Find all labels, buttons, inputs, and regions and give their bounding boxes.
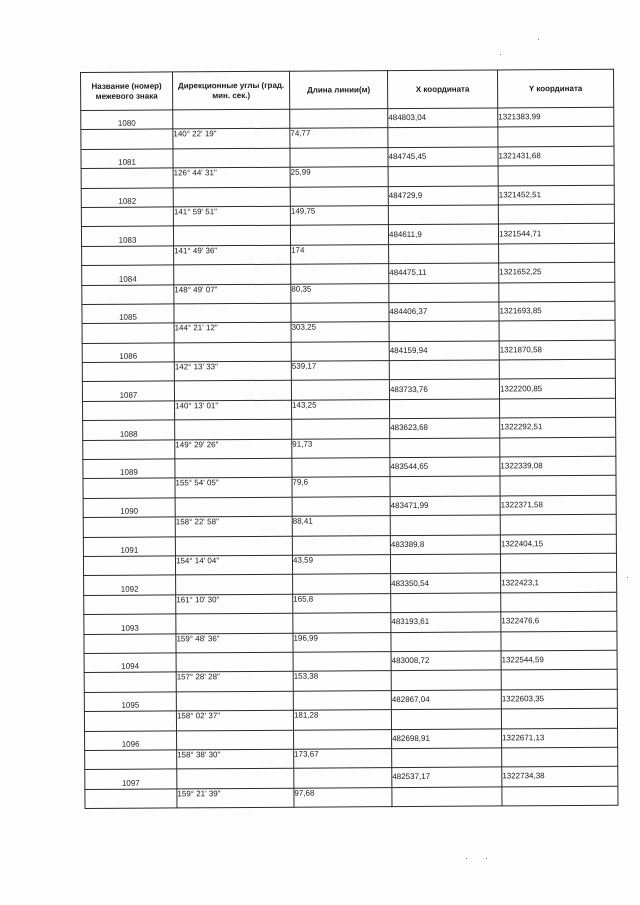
empty-cell [293, 690, 391, 710]
empty-cell [391, 709, 501, 729]
x-coordinate: 484406,37 [389, 302, 499, 322]
empty-cell [501, 708, 617, 728]
empty-cell [290, 186, 388, 206]
empty-cell [500, 514, 616, 534]
empty-cell [290, 147, 388, 167]
scan-speck [466, 858, 467, 859]
point-name: 1087 [82, 381, 174, 401]
empty-cell [391, 670, 501, 690]
empty-cell [176, 652, 293, 672]
point-name: 1086 [82, 343, 174, 363]
y-coordinate: 1321544,71 [498, 224, 614, 244]
empty-cell [500, 398, 616, 418]
direction-angle: 144° 21' 12" [174, 323, 291, 343]
empty-cell [390, 554, 500, 574]
scan-speck [627, 577, 628, 578]
line-length: 181,28 [293, 710, 391, 730]
empty-cell [499, 282, 615, 302]
y-coordinate: 1322292,51 [500, 417, 616, 437]
header-y-coordinate: Y координата [497, 69, 613, 108]
direction-angle: 161° 10' 30" [176, 594, 293, 614]
empty-cell [498, 127, 614, 147]
empty-cell [81, 129, 173, 149]
empty-cell [176, 613, 293, 633]
empty-cell [173, 187, 290, 207]
empty-cell [501, 670, 617, 690]
line-length: 80,35 [291, 283, 389, 303]
y-coordinate: 1321870,58 [499, 340, 615, 360]
empty-cell [390, 476, 500, 496]
y-coordinate: 1322404,15 [500, 534, 616, 554]
scan-speck [500, 54, 501, 55]
scan-speck [486, 858, 487, 859]
line-length: 173,67 [294, 748, 392, 768]
empty-cell [388, 205, 498, 225]
line-length: 539,17 [291, 361, 389, 381]
empty-cell [290, 225, 388, 245]
point-name: 1094 [84, 653, 176, 673]
empty-cell [176, 575, 293, 595]
line-length: 88,41 [292, 516, 390, 536]
point-name: 1092 [84, 575, 176, 595]
boundary-coordinates-table [80, 69, 618, 809]
x-coordinate: 483008,72 [391, 651, 501, 671]
scan-speck [538, 39, 539, 40]
empty-cell [292, 535, 390, 555]
y-coordinate: 1321431,68 [498, 146, 614, 166]
empty-cell [388, 166, 498, 186]
y-coordinate: 1322339,08 [500, 456, 616, 476]
point-name: 1093 [84, 614, 176, 634]
empty-cell [291, 341, 389, 361]
line-length: 149,75 [290, 206, 388, 226]
empty-cell [173, 148, 290, 168]
empty-cell [84, 595, 176, 615]
empty-cell [500, 437, 616, 457]
point-name: 1081 [81, 149, 173, 169]
empty-cell [500, 553, 616, 573]
empty-cell [390, 515, 500, 535]
direction-angle: 141° 59' 51" [173, 206, 290, 226]
point-name: 1088 [83, 420, 175, 440]
line-length: 97,68 [294, 787, 392, 807]
line-length: 165,8 [293, 593, 391, 613]
empty-cell [175, 536, 292, 556]
direction-angle: 158° 02' 37" [176, 710, 293, 730]
y-coordinate: 1321452,51 [498, 185, 614, 205]
empty-cell [175, 497, 292, 517]
x-coordinate: 483733,76 [389, 379, 499, 399]
empty-cell [177, 768, 294, 788]
table-row-segment [85, 786, 618, 809]
line-length: 174 [291, 244, 389, 264]
line-length: 25,99 [290, 167, 388, 187]
y-coordinate: 1322423,1 [501, 573, 617, 593]
line-length: 153,38 [293, 671, 391, 691]
line-length: 74,77 [290, 128, 388, 148]
y-coordinate: 1321693,85 [499, 301, 615, 321]
empty-cell [174, 342, 291, 362]
empty-cell [501, 631, 617, 651]
table-header-row [81, 69, 614, 110]
line-length: 79,6 [292, 477, 390, 497]
direction-angle: 148° 49' 07" [174, 284, 291, 304]
x-coordinate: 484745,45 [388, 147, 498, 167]
empty-cell [82, 284, 174, 304]
x-coordinate: 483350,54 [391, 573, 501, 593]
empty-cell [292, 496, 390, 516]
empty-cell [83, 556, 175, 576]
empty-cell [292, 458, 390, 478]
direction-angle: 126° 44' 31" [173, 167, 290, 187]
direction-angle: 159° 48' 36" [176, 633, 293, 653]
header-direction-angle: Дирекционные углы (град. мин. сек.) [173, 71, 290, 110]
empty-cell [292, 419, 390, 439]
y-coordinate: 1322200,85 [499, 379, 615, 399]
header-x-coordinate: X координата [387, 70, 497, 109]
header-point-name: Название (номер) межевого знака [81, 72, 173, 111]
empty-cell [392, 787, 502, 807]
point-name: 1091 [83, 537, 175, 557]
empty-cell [499, 243, 615, 263]
x-coordinate: 484475,11 [389, 263, 499, 283]
empty-cell [85, 750, 177, 770]
empty-cell [390, 438, 500, 458]
empty-cell [294, 729, 392, 749]
empty-cell [392, 748, 502, 768]
empty-cell [174, 381, 291, 401]
point-name: 1097 [85, 769, 177, 789]
direction-angle: 140° 13' 01" [175, 400, 292, 420]
line-length: 196,99 [293, 632, 391, 652]
empty-cell [390, 399, 500, 419]
empty-cell [293, 613, 391, 633]
empty-cell [293, 652, 391, 672]
empty-cell [173, 226, 290, 246]
empty-cell [83, 440, 175, 460]
empty-cell [173, 109, 290, 129]
y-coordinate: 1321652,25 [499, 262, 615, 282]
empty-cell [84, 711, 176, 731]
x-coordinate: 484611,9 [388, 224, 498, 244]
direction-angle: 157° 28' 28" [176, 672, 293, 692]
empty-cell [82, 246, 174, 266]
line-length: 43,59 [292, 555, 390, 575]
point-name: 1080 [81, 110, 173, 130]
x-coordinate: 483544,65 [390, 457, 500, 477]
line-length: 303,25 [291, 322, 389, 342]
header-line-length: Длина линии(м) [289, 71, 387, 110]
point-name: 1095 [84, 692, 176, 712]
x-coordinate: 482537,17 [392, 767, 502, 787]
empty-cell [291, 303, 389, 323]
direction-angle: 142° 13' 33" [174, 361, 291, 381]
empty-cell [174, 303, 291, 323]
point-name: 1089 [83, 459, 175, 479]
y-coordinate: 1322476,6 [501, 611, 617, 631]
empty-cell [82, 323, 174, 343]
direction-angle: 158° 38' 30" [177, 749, 294, 769]
empty-cell [175, 458, 292, 478]
empty-cell [389, 282, 499, 302]
x-coordinate: 483193,61 [391, 612, 501, 632]
empty-cell [501, 592, 617, 612]
y-coordinate: 1322603,35 [501, 689, 617, 709]
direction-angle: 141° 49' 36" [174, 245, 291, 265]
x-coordinate: 484803,04 [388, 108, 498, 128]
empty-cell [498, 204, 614, 224]
empty-cell [502, 786, 618, 806]
x-coordinate: 482698,91 [392, 728, 502, 748]
empty-cell [291, 380, 389, 400]
point-name: 1083 [81, 226, 173, 246]
x-coordinate: 482867,04 [391, 690, 501, 710]
x-coordinate: 484729,9 [388, 186, 498, 206]
y-coordinate: 1322671,13 [502, 728, 618, 748]
empty-cell [83, 478, 175, 498]
empty-cell [499, 359, 615, 379]
empty-cell [84, 633, 176, 653]
empty-cell [294, 768, 392, 788]
empty-cell [293, 574, 391, 594]
empty-cell [81, 168, 173, 188]
direction-angle: 155° 54' 05" [175, 478, 292, 498]
direction-angle: 159° 21' 39" [177, 788, 294, 808]
empty-cell [388, 127, 498, 147]
empty-cell [175, 419, 292, 439]
x-coordinate: 483389,8 [390, 535, 500, 555]
x-coordinate: 483471,99 [390, 496, 500, 516]
y-coordinate: 1322371,58 [500, 495, 616, 515]
line-length: 143,25 [292, 399, 390, 419]
y-coordinate: 1322734,38 [502, 767, 618, 787]
empty-cell [498, 165, 614, 185]
point-name: 1085 [82, 304, 174, 324]
empty-cell [290, 109, 388, 129]
empty-cell [291, 264, 389, 284]
empty-cell [83, 517, 175, 537]
direction-angle: 154° 14' 04" [175, 555, 292, 575]
direction-angle: 158° 22' 58" [175, 516, 292, 536]
empty-cell [389, 321, 499, 341]
empty-cell [391, 631, 501, 651]
direction-angle: 149° 29' 26" [175, 439, 292, 459]
line-length: 91,73 [292, 438, 390, 458]
empty-cell [177, 730, 294, 750]
empty-cell [391, 593, 501, 613]
point-name: 1084 [82, 265, 174, 285]
empty-cell [499, 321, 615, 341]
empty-cell [81, 207, 173, 227]
empty-cell [389, 360, 499, 380]
point-name: 1096 [85, 730, 177, 750]
empty-cell [389, 244, 499, 264]
table-body [81, 107, 618, 808]
empty-cell [500, 476, 616, 496]
x-coordinate: 484159,94 [389, 341, 499, 361]
direction-angle: 140° 22' 19" [173, 129, 290, 149]
point-name: 1090 [83, 498, 175, 518]
empty-cell [85, 789, 177, 809]
point-name: 1082 [81, 187, 173, 207]
empty-cell [502, 747, 618, 767]
empty-cell [82, 362, 174, 382]
empty-cell [84, 672, 176, 692]
y-coordinate: 1321383,99 [498, 107, 614, 127]
empty-cell [174, 264, 291, 284]
y-coordinate: 1322544,59 [501, 650, 617, 670]
empty-cell [176, 691, 293, 711]
x-coordinate: 483623,68 [390, 418, 500, 438]
empty-cell [83, 401, 175, 421]
